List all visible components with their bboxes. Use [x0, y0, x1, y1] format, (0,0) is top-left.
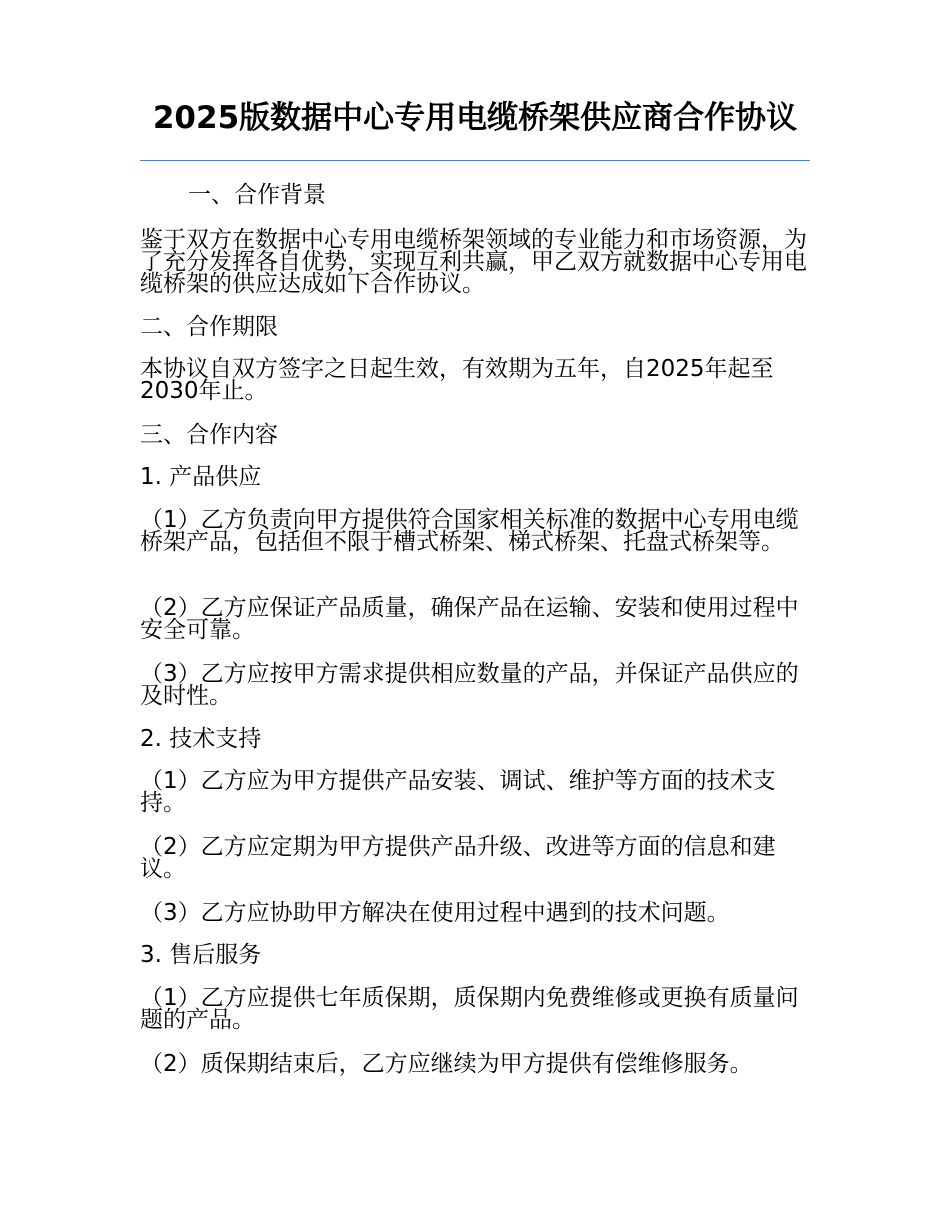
section-2-heading: 二、合作期限 — [140, 314, 278, 340]
subsection-2-item-1: （1）乙方应为甲方提供产品安装、调试、维护等方面的技术支持。 — [140, 768, 776, 816]
subsection-3-heading: 3. 售后服务 — [140, 942, 262, 968]
subsection-2-item-3: （3）乙方应协助甲方解决在使用过程中遇到的技术问题。 — [140, 900, 730, 926]
subsection-1-item-1: （1）乙方负责向甲方提供符合国家相关标准的数据中心专用电缆桥架产品，包括但不限于槽式桥架、梯式桥架、托盘式桥架等。 — [140, 507, 799, 555]
subsection-3-item-2: （2）质保期结束后，乙方应继续为甲方提供有偿维修服务。 — [140, 1051, 753, 1077]
subsection-1-item-2: （2）乙方应保证产品质量，确保产品在运输、安装和使用过程中安全可靠。 — [140, 595, 799, 643]
section-3-heading: 三、合作内容 — [140, 422, 278, 448]
document-title: 2025版数据中心专用电缆桥架供应商合作协议 — [152, 100, 798, 136]
subsection-1-item-3: （3）乙方应按甲方需求提供相应数量的产品，并保证产品供应的及时性。 — [140, 661, 799, 709]
section-1-heading: 一、合作背景 — [188, 182, 326, 208]
title-underline — [140, 160, 810, 161]
subsection-2-heading: 2. 技术支持 — [140, 726, 262, 752]
subsection-2-item-2: （2）乙方应定期为甲方提供产品升级、改进等方面的信息和建议。 — [140, 834, 776, 882]
subsection-1-heading: 1. 产品供应 — [140, 464, 262, 490]
section-2-text: 本协议自双方签字之日起生效，有效期为五年，自2025年起至2030年止。 — [140, 356, 774, 404]
subsection-3-item-1: （1）乙方应提供七年质保期，质保期内免费维修或更换有质量问题的产品。 — [140, 985, 799, 1033]
section-1-text: 鉴于双方在数据中心专用电缆桥架领域的专业能力和市场资源，为了充分发挥各自优势，实现互利共赢，甲乙双方就数据中心专用电缆桥架的供应达成如下合作协议。 — [140, 227, 807, 297]
